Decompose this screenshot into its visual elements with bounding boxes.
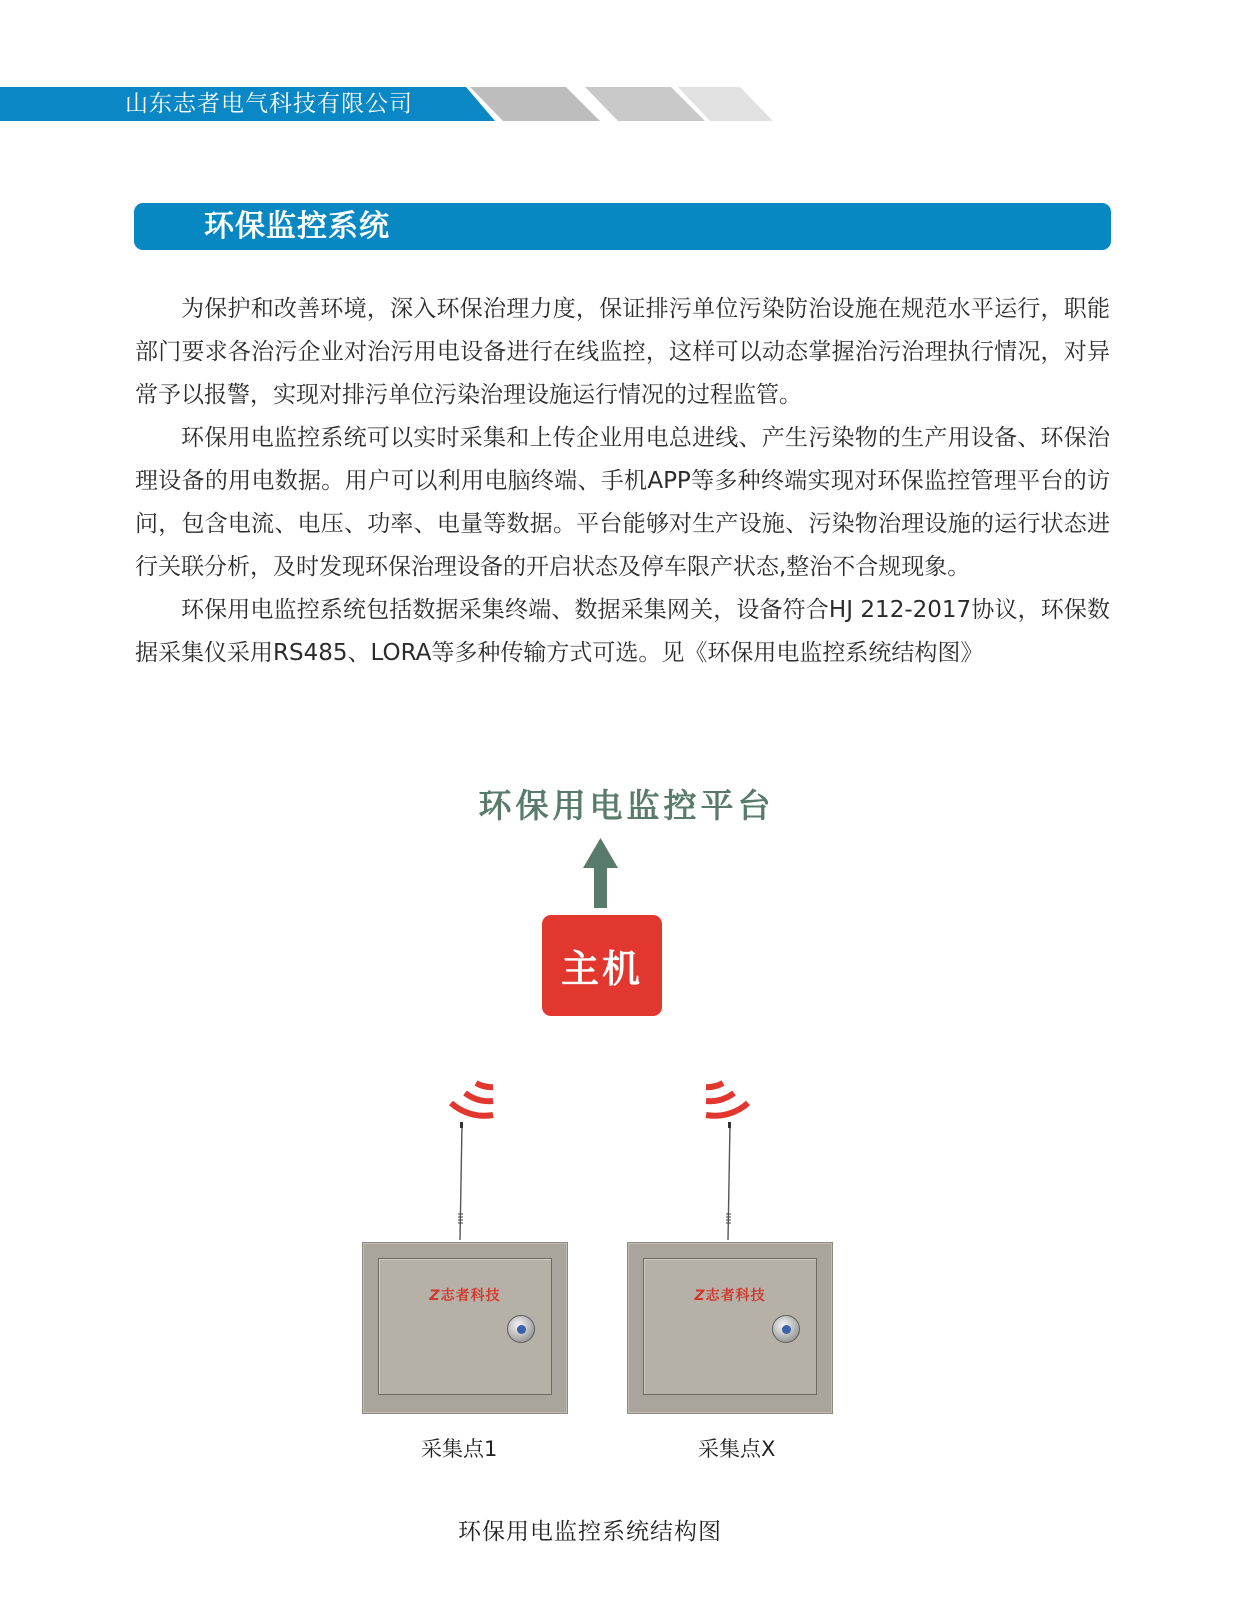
section-title: 环保监控系统 [204,209,390,244]
platform-label: 环保用电监控平台 [478,786,775,825]
diagram-caption: 环保用电监控系统结构图 [458,1519,722,1545]
paragraph: 环保用电监控系统可以实时采集和上传企业用电总进线、产生污染物的生产用设备、环保治理设备的用电数据。用户可以利用电脑终端、手机APP等多种终端实现对环保监控管理平台的访问，包含电流、电压、功率、电量等数据。平台能够对生产设施、污染物治理设施的运行状态进行关联分析，及时发现环保治理设备的开启状态及停车限产状态,整治不合规现象。 [135,425,1110,580]
collection-cabinet [362,1242,568,1414]
cabinet-door [643,1258,817,1395]
cabinet-brand-logo [379,1285,551,1305]
brand-mark-icon: Z [694,1288,706,1304]
wireless-signal-icon [445,1075,495,1120]
collection-cabinet [627,1242,833,1414]
collection-point-label: 采集点1 [421,1437,498,1461]
up-arrow-icon [583,838,618,908]
body-text [135,288,1110,675]
cabinet-brand-logo [644,1285,816,1305]
lock-icon [507,1315,535,1343]
cabinet-brand: 志者科技 [440,1288,501,1304]
company-name: 山东志者电气科技有限公司 [125,91,413,117]
host-box [542,915,662,1016]
lock-icon [772,1315,800,1343]
brand-mark-icon: Z [429,1288,441,1304]
host-label: 主机 [560,947,643,991]
wireless-signal-icon [704,1075,754,1120]
collection-point-label: 采集点X [698,1437,776,1461]
section-title-bar [134,203,1111,250]
cabinet-brand: 志者科技 [705,1288,766,1304]
cabinet-door [378,1258,552,1395]
paragraph: 为保护和改善环境，深入环保治理力度，保证排污单位污染防治设施在规范水平运行，职能部门要求各治污企业对治污用电设备进行在线监控，这样可以动态掌握治污治理执行情况，对异常予以报警，实现对排污单位污染治理设施运行情况的过程监管。 [135,296,1110,408]
paragraph: 环保用电监控系统包括数据采集终端、数据采集网关，设备符合HJ 212-2017协议，环保数据采集仪采用RS485、LORA等多种传输方式可选。见《环保用电监控系统结构图》 [135,597,1110,666]
antenna-icon [457,1122,465,1242]
header-banner [0,87,800,121]
antenna-icon [725,1122,733,1242]
